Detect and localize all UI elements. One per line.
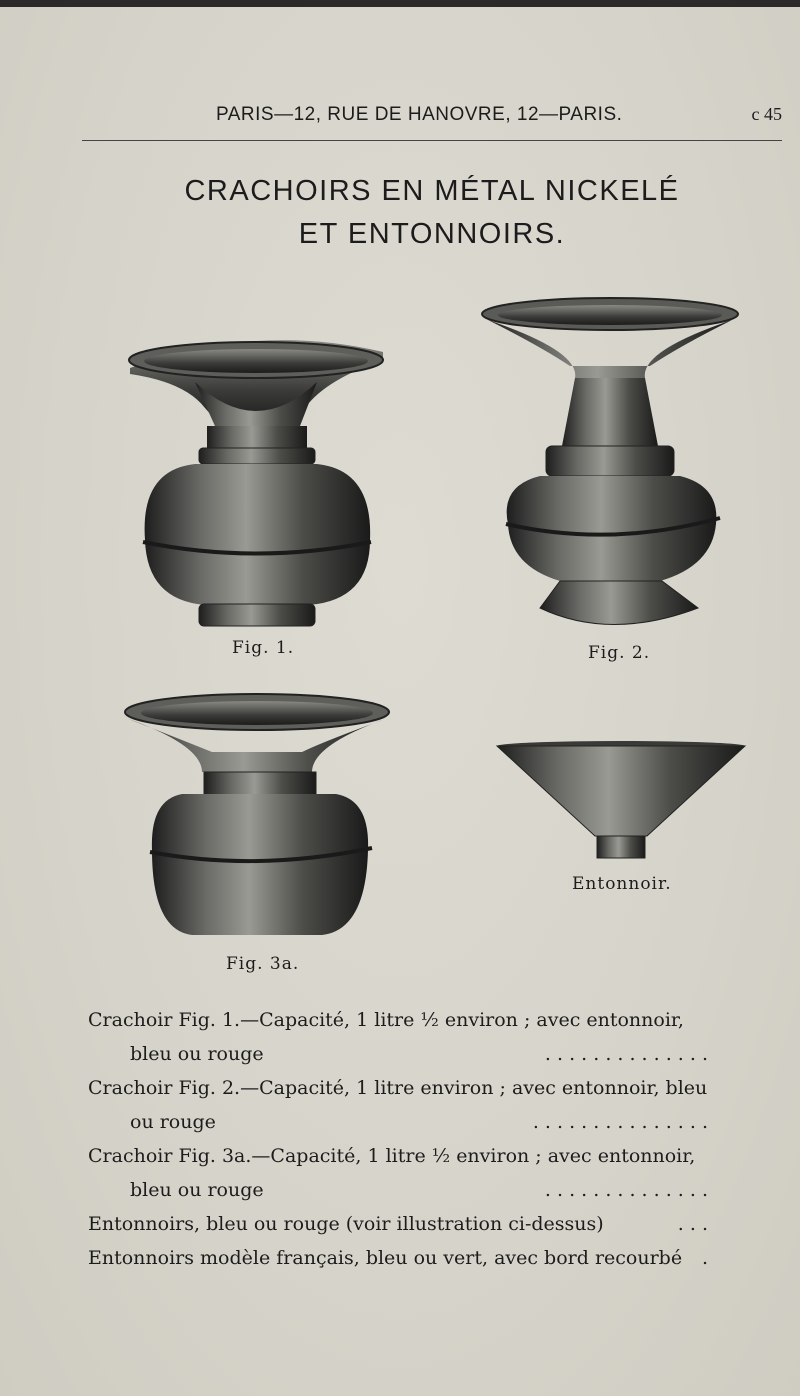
- leader-dots: . . . . . . . . . . . . . .: [544, 1179, 708, 1201]
- leader-dots: . . .: [677, 1213, 708, 1235]
- fig2-caption: Fig. 2.: [588, 643, 651, 663]
- item-text: Crachoir Fig. 3a.—Capacité, 1 litre ½ environ ; avec entonnoir,: [88, 1145, 696, 1167]
- leader-dots: . . . . . . . . . . . . . . .: [532, 1111, 708, 1133]
- list-item: [88, 1003, 708, 1071]
- fig3a-caption: Fig. 3a.: [226, 954, 300, 974]
- spittoon-fig1-image: [125, 330, 387, 630]
- list-item: [88, 1241, 708, 1275]
- funnel-image: [495, 740, 747, 862]
- page-number: c 45: [751, 104, 782, 124]
- leader-dots: .: [701, 1247, 708, 1269]
- item-text: Entonnoirs, bleu ou rouge (voir illustration ci-dessus): [88, 1213, 604, 1235]
- item-text-cont: bleu ou rouge: [130, 1043, 264, 1065]
- spittoon-fig3a-image: [122, 690, 392, 940]
- item-text-cont: bleu ou rouge: [130, 1179, 264, 1201]
- item-list: [88, 1003, 708, 1275]
- item-text: Crachoir Fig. 2.—Capacité, 1 litre environ ; avec entonnoir, bleu: [88, 1077, 708, 1099]
- page-title-line1: CRACHOIRS EN MÉTAL NICKELÉ: [184, 175, 680, 207]
- funnel-caption: Entonnoir.: [572, 874, 672, 894]
- list-item: [88, 1139, 708, 1207]
- item-text-cont: ou rouge: [130, 1111, 216, 1133]
- leader-dots: . . . . . . . . . . . . . .: [544, 1043, 708, 1065]
- item-text: Crachoir Fig. 1.—Capacité, 1 litre ½ environ ; avec entonnoir,: [88, 1009, 684, 1031]
- list-item: [88, 1207, 708, 1241]
- page-title-line2: ET ENTONNOIRS.: [298, 218, 566, 250]
- item-text: Entonnoirs modèle français, bleu ou vert, avec bord recourbé: [88, 1247, 683, 1269]
- top-edge: [0, 0, 800, 7]
- fig1-caption: Fig. 1.: [232, 638, 295, 658]
- spittoon-fig2-image: [480, 296, 740, 636]
- running-head: PARIS—12, RUE DE HANOVRE, 12—PARIS.: [216, 104, 623, 125]
- list-item: [88, 1071, 708, 1139]
- page-header: [82, 100, 782, 141]
